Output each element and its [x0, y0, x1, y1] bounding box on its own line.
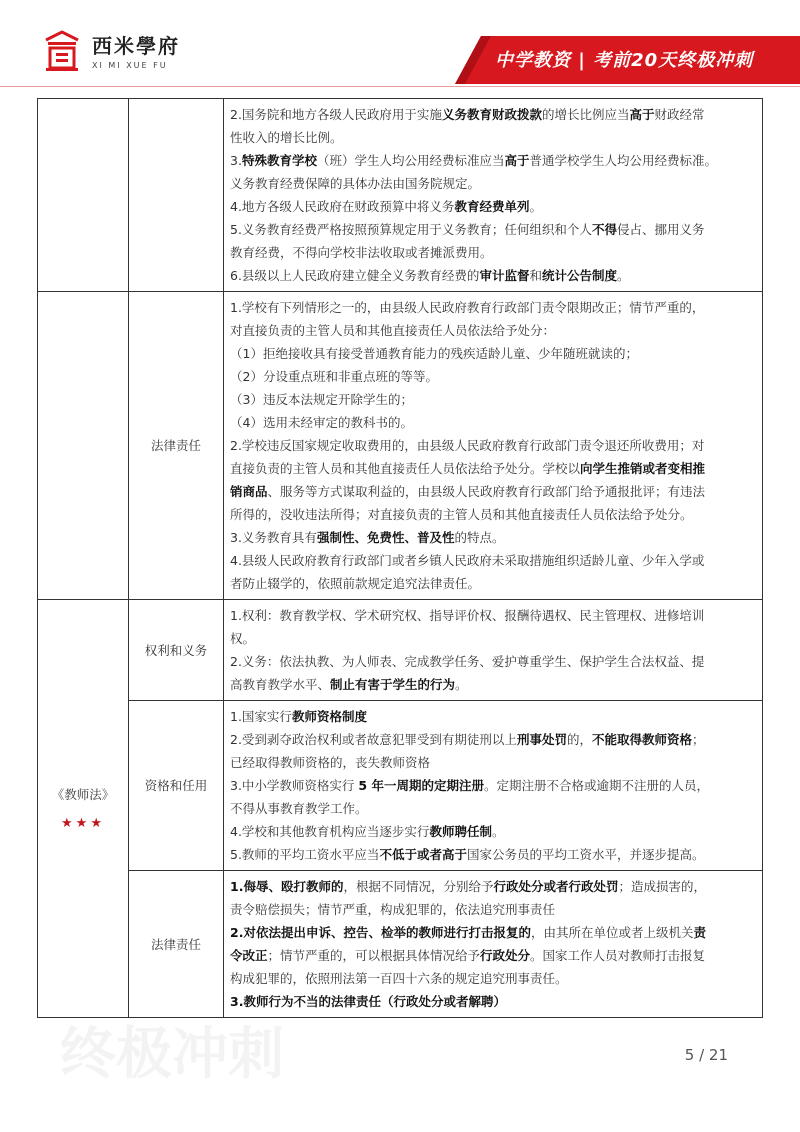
bold-text: 1.侮辱、殴打教师的 — [230, 879, 344, 894]
text: 。国家工作人员对教师打击报复 — [530, 948, 706, 963]
logo-pinyin: XI MI XUE FU — [92, 61, 168, 70]
text: 1.权利：教育教学权、学术研究权、指导评价权、报酬待遇权、民主管理权、进修培训 — [230, 608, 705, 623]
bold-text: 不能取得教师资格 — [591, 732, 692, 747]
text: 对直接负责的主管人员和其他直接责任人员依法给予处分： — [230, 323, 556, 338]
bold-text: 强制性、免费性、普及性 — [316, 530, 455, 545]
text: 不得从事教育教学工作。 — [230, 801, 368, 816]
text: 性收入的增长比例。 — [230, 130, 343, 145]
text: （4）选用未经审定的教科书的。 — [230, 415, 413, 430]
text: 4.地方各级人民政府在财政预算中将义务 — [230, 199, 455, 214]
text: ，根据不同情况，分别给予 — [343, 879, 494, 894]
text: ； — [691, 732, 705, 747]
bold-text: 不低于或者高于 — [379, 847, 467, 862]
text-line — [230, 434, 756, 457]
text-line — [230, 650, 756, 673]
text: 已经取得教师资格的，丧失教师资格 — [230, 755, 431, 770]
text-line — [230, 457, 756, 480]
bold-text: 刑事处罚 — [516, 732, 567, 747]
text: 2.受到剥夺政治权利或者故意犯罪受到有期徒刑以上 — [230, 732, 517, 747]
table-row — [38, 701, 763, 871]
text-line — [230, 103, 756, 126]
bold-text: 制止有害于学生的行为 — [330, 677, 456, 692]
bold-text: 义务教育财政拨款 — [441, 107, 542, 122]
bold-text: 统计公告制度 — [541, 268, 617, 283]
text: 责令赔偿损失；情节严重，构成犯罪的，依法追究刑事责任 — [230, 902, 556, 917]
bold-text: 3.教师行为不当的法律责任（行政处分或者解聘） — [230, 994, 506, 1009]
bold-text: 5 年一周期的定期注册 — [358, 778, 484, 793]
text-line — [230, 319, 756, 342]
text-line — [230, 673, 756, 696]
text: 构成犯罪的，依照刑法第一百四十六条的规定追究刑事责任。 — [230, 971, 568, 986]
bold-text: 向学生推销或者变相推 — [580, 461, 706, 476]
text: 的， — [566, 732, 592, 747]
text: 3.中小学教师资格实行 — [230, 778, 359, 793]
text-line — [230, 572, 756, 595]
text: 。 — [529, 199, 542, 214]
law-name-cell-teachers — [38, 600, 129, 1018]
text: （班）学生人均公用经费标准应当 — [316, 153, 505, 168]
legal-liability-cell — [224, 292, 763, 600]
text-line — [230, 728, 756, 751]
text-line — [230, 604, 756, 627]
bold-text: 特殊教育学校 — [241, 153, 317, 168]
bold-text: 行政处分或者行政处罚 — [493, 879, 619, 894]
text-line — [230, 218, 756, 241]
text-line — [230, 365, 756, 388]
text-line — [230, 990, 756, 1013]
bold-text: 令改正 — [230, 948, 268, 963]
text: （2）分设重点班和非重点班的等等。 — [230, 369, 438, 384]
text-line — [230, 241, 756, 264]
text-line — [230, 388, 756, 411]
text-line — [230, 820, 756, 843]
bold-text: 责 — [693, 925, 706, 940]
bold-text: 销商品 — [230, 484, 268, 499]
text: 。定期注册不合格或逾期不注册的人员， — [483, 778, 709, 793]
header-banner — [455, 36, 800, 84]
text-line — [230, 126, 756, 149]
text-line — [230, 195, 756, 218]
section-label-cell: 法律责任 — [129, 292, 224, 600]
funding-provisions-cell — [224, 99, 763, 292]
text: 直接负责的主管人员和其他直接责任人员依法给予处分。学校以 — [230, 461, 581, 476]
text: 权。 — [230, 631, 256, 646]
text: 1.学校有下列情形之一的，由县级人民政府教育行政部门责令限期改正；情节严重的， — [230, 300, 705, 315]
text: 3. — [230, 153, 242, 168]
text: 普通学校学生人均公用经费标准。 — [529, 153, 717, 168]
text-line — [230, 797, 756, 820]
table-row — [38, 99, 763, 292]
text-line — [230, 549, 756, 572]
bold-text: 行政处分 — [480, 948, 531, 963]
qualification-cell — [224, 701, 763, 871]
law-name-cell — [38, 99, 129, 292]
text: 4.县级人民政府教育行政部门或者乡镇人民政府未采取措施组织适龄儿童、少年入学或 — [230, 553, 705, 568]
text: 财政经常 — [654, 107, 705, 122]
text-line — [230, 944, 756, 967]
text: 5.教师的平均工资水平应当 — [230, 847, 380, 862]
text: 所得的，没收违法所得；对直接负责的主管人员和其他直接责任人员依法给予处分。 — [230, 507, 693, 522]
text-line — [230, 774, 756, 797]
text-line — [230, 898, 756, 921]
text: 2.学校违反国家规定收取费用的，由县级人民政府教育行政部门责令退还所收费用；对 — [230, 438, 705, 453]
text: ；造成损害的， — [618, 879, 706, 894]
section-label-cell: 法律责任 — [129, 871, 224, 1018]
text: 。 — [455, 677, 468, 692]
text-line — [230, 503, 756, 526]
logo-name: 西米學府 — [92, 34, 180, 58]
text-line — [230, 480, 756, 503]
text-line — [230, 526, 756, 549]
text: 4.学校和其他教育机构应当逐步实行 — [230, 824, 430, 839]
text-line — [230, 172, 756, 195]
bold-text: 审计监督 — [479, 268, 530, 283]
text: 的增长比例应当 — [541, 107, 630, 122]
text-line — [230, 264, 756, 287]
text-line — [230, 875, 756, 898]
text: 教育经费，不得向学校非法收取或者摊派费用。 — [230, 245, 493, 260]
text: 的特点。 — [454, 530, 505, 545]
text: ，由其所在单位或者上级机关 — [530, 925, 694, 940]
table-row — [38, 292, 763, 600]
text: 侵占、挪用义务 — [616, 222, 705, 237]
text: 2.国务院和地方各级人民政府用于实施 — [230, 107, 442, 122]
bold-text: 教师聘任制 — [429, 824, 492, 839]
law-name-cell — [38, 292, 129, 600]
text: 5.义务教育经费严格按照预算规定用于义务教育；任何组织和个人 — [230, 222, 592, 237]
text-line — [230, 967, 756, 990]
bold-text: 高于 — [629, 107, 655, 122]
text-line — [230, 149, 756, 172]
bold-text: 不得 — [591, 222, 617, 237]
text: ；情节严重的，可以根据具体情况给予 — [267, 948, 481, 963]
text: 者防止辍学的，依照前款规定追究法律责任。 — [230, 576, 481, 591]
text-line — [230, 751, 756, 774]
text: 6.县级以上人民政府建立健全义务教育经费的 — [230, 268, 480, 283]
content-table-wrapper — [37, 98, 763, 1018]
text-line — [230, 843, 756, 866]
page-number: 5 / 21 — [684, 1046, 728, 1064]
table-row — [38, 871, 763, 1018]
brand-logo — [40, 28, 180, 72]
page-header — [0, 0, 800, 88]
text: 。 — [616, 268, 630, 283]
text: 2.义务：依法执教、为人师表、完成教学任务、爱护尊重学生、保护学生合法权益、提 — [230, 654, 705, 669]
importance-stars: ★★★ — [61, 815, 105, 831]
text: 和 — [529, 268, 542, 283]
bold-text: 教育经费单列 — [454, 199, 530, 214]
section-label-cell — [129, 99, 224, 292]
text-line — [230, 921, 756, 944]
bold-text: 教师资格制度 — [291, 709, 367, 724]
watermark: 终极冲刺 — [60, 1021, 284, 1087]
text: 。 — [491, 824, 505, 839]
text-line — [230, 627, 756, 650]
text-line — [230, 296, 756, 319]
text: 高教育教学水平、 — [230, 677, 331, 692]
teacher-legal-liability-cell — [224, 871, 763, 1018]
text: 国家公务员的平均工资水平，并逐步提高。 — [466, 847, 705, 862]
text: （3）违反本法规定开除学生的； — [230, 392, 413, 407]
section-label-cell: 权利和义务 — [129, 600, 224, 701]
text: 义务教育经费保障的具体办法由国务院规定。 — [230, 176, 481, 191]
bold-text: 2.对依法提出申诉、控告、检举的教师进行打击报复的 — [230, 925, 531, 940]
table-row — [38, 600, 763, 701]
text: 3.义务教育具有 — [230, 530, 317, 545]
text-line — [230, 342, 756, 365]
logo-emblem-icon — [40, 28, 84, 72]
text: （1）拒绝接收具有接受普通教育能力的残疾适龄儿童、少年随班就读的； — [230, 346, 638, 361]
text-line — [230, 411, 756, 434]
banner-title: 中学教资 | 考前20天终极冲刺 — [495, 50, 754, 71]
law-table — [37, 98, 763, 1018]
text-line — [230, 705, 756, 728]
rights-duties-cell — [224, 600, 763, 701]
text: 、服务等方式谋取利益的，由县级人民政府教育行政部门给予通报批评；有违法 — [267, 484, 706, 499]
bold-text: 高于 — [504, 153, 530, 168]
section-label-cell: 资格和任用 — [129, 701, 224, 871]
law-name: 《教师法》 — [51, 786, 115, 802]
text: 1.国家实行 — [230, 709, 292, 724]
header-divider — [0, 86, 800, 87]
